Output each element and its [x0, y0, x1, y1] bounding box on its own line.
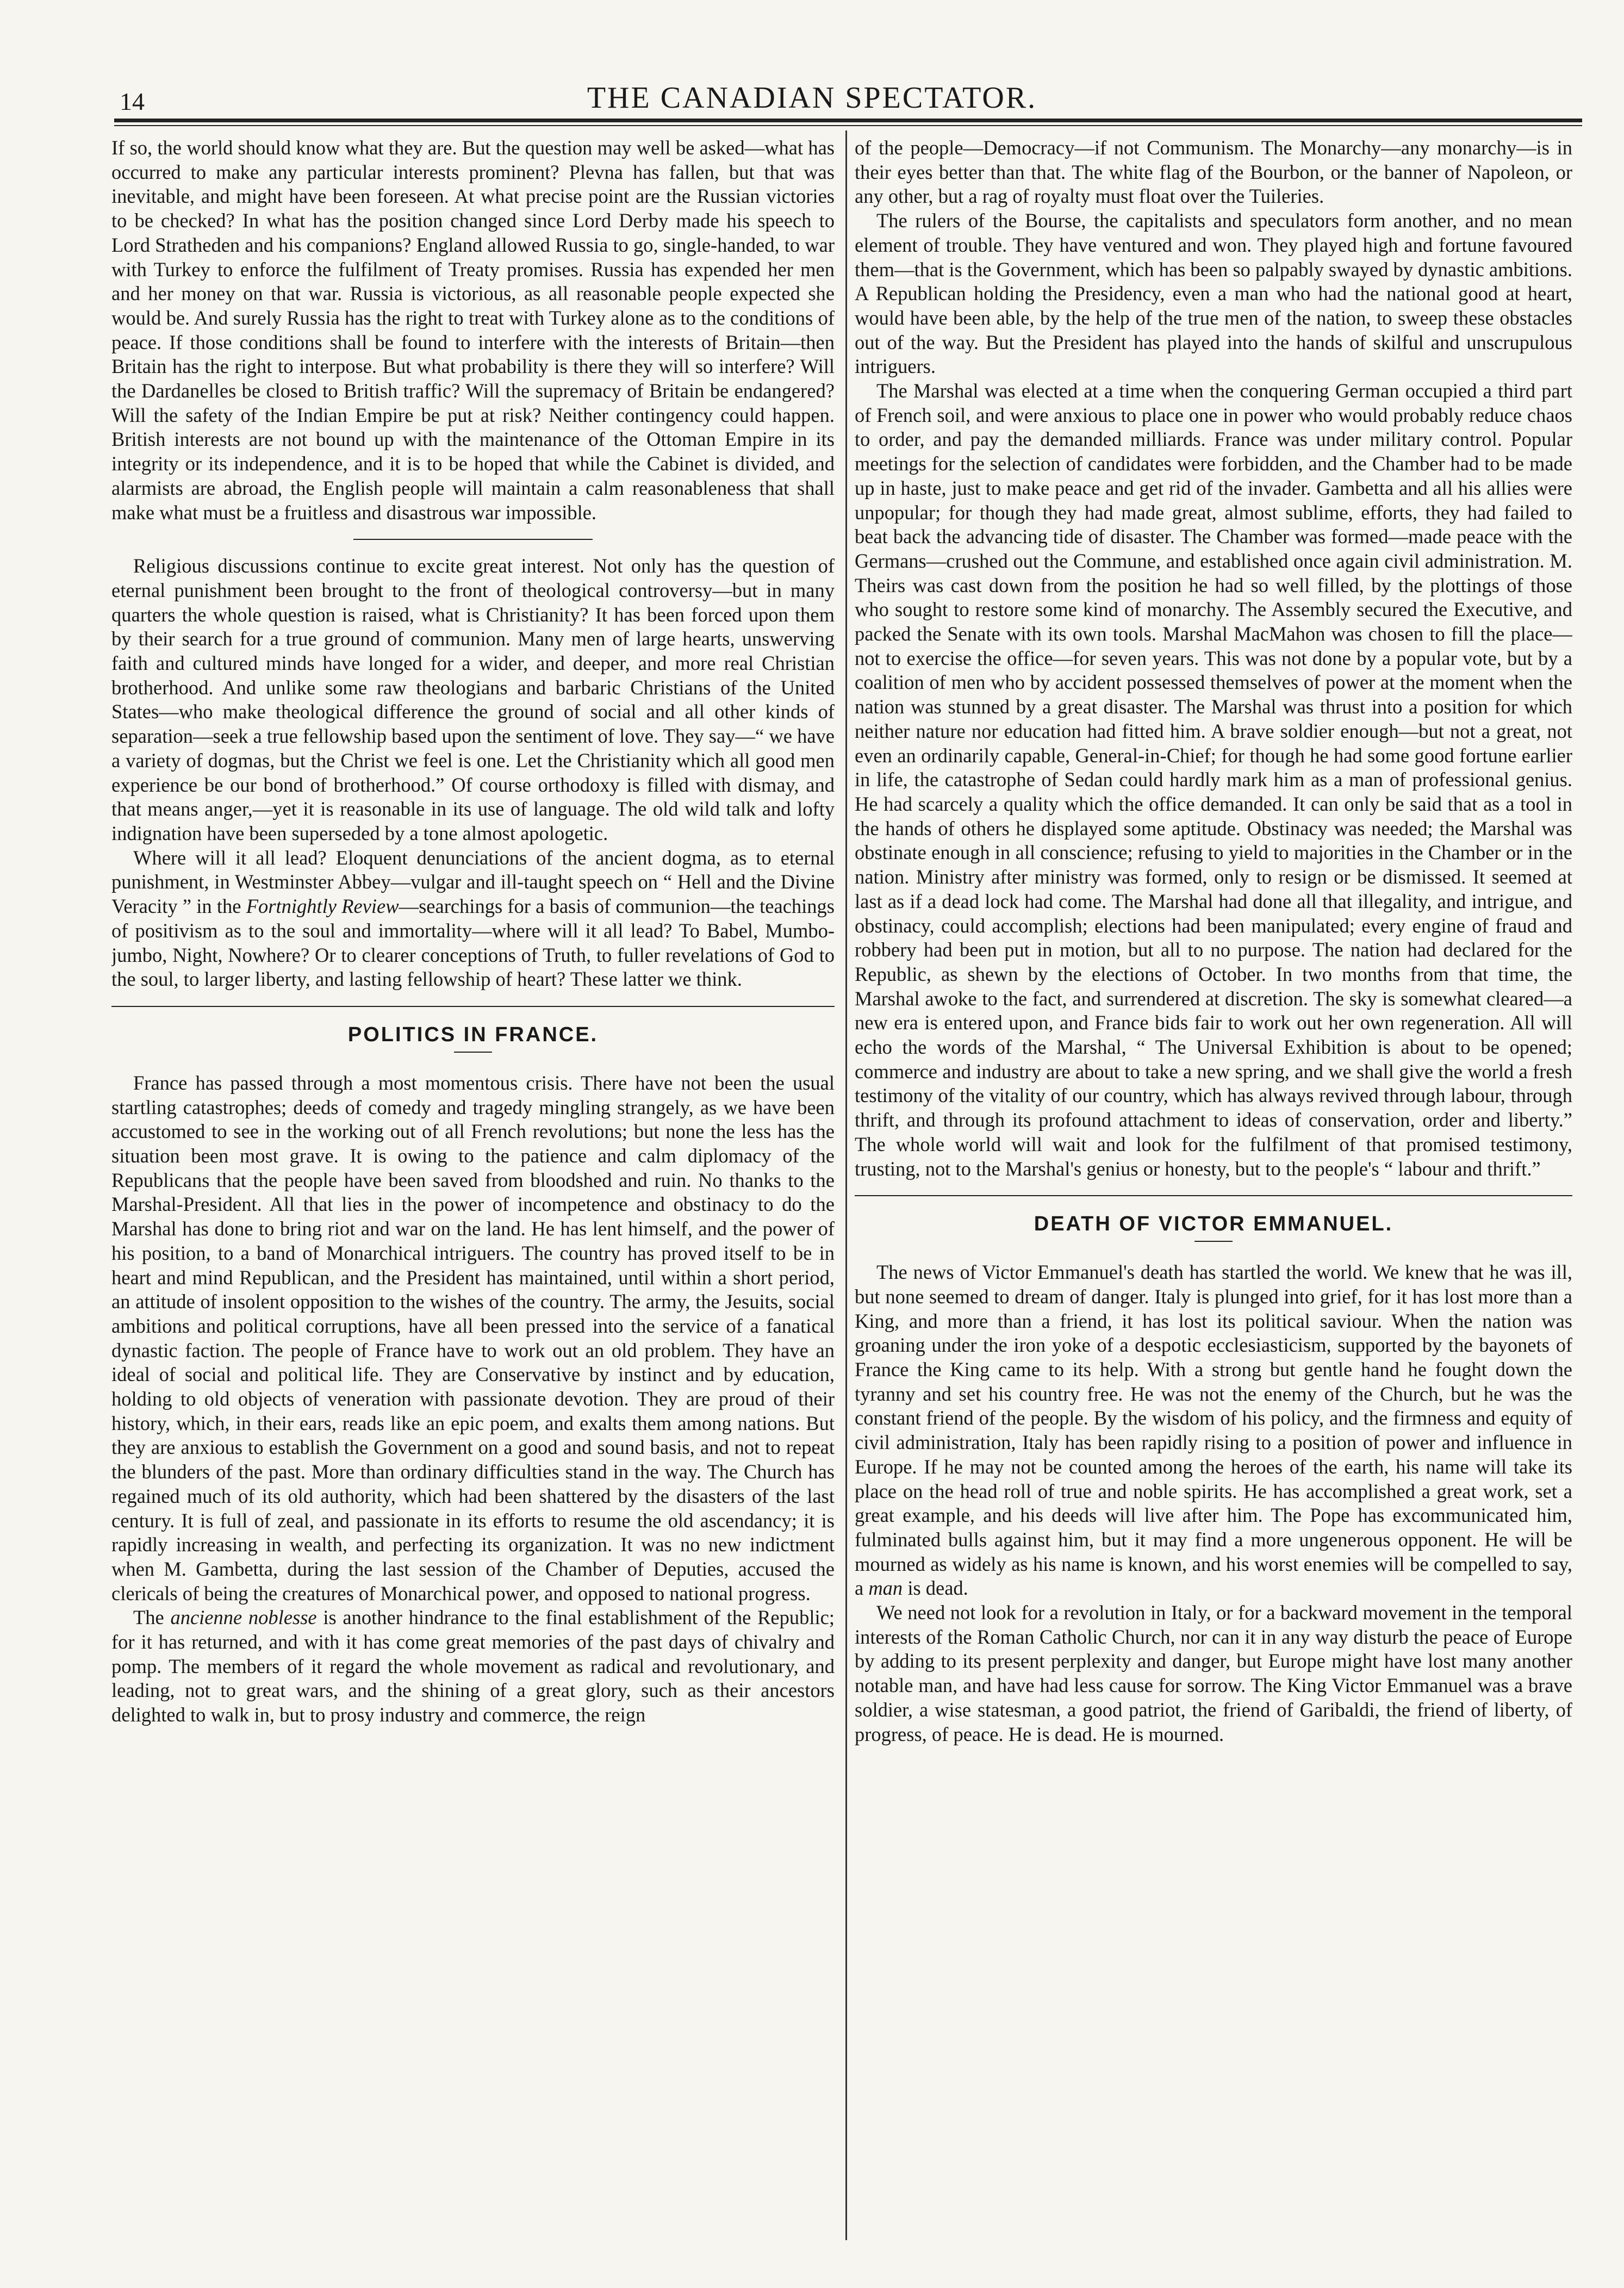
masthead-rule-thin [114, 125, 1582, 126]
section-separator [855, 1195, 1572, 1196]
section-separator [353, 539, 593, 540]
italic-term: ancienne noblesse [170, 1606, 317, 1629]
paragraph-france-crisis: France has passed through a most momentous crisis. There have not been the usual startling catastrophes; deeds of comedy and tragedy mingling strangely, as we have been accustomed to see in the working out of all French revolutions; but none the less has the situation been most grave. It is owing to the patience and calm diplomacy of the Republicans that the people have been saved from bloodshed and ruin. No thanks to the Marshal-President. All that lies in the power of incompetence and obstinacy to do the Marshal has done to bring riot and war on the land. He has lent himself, and the power of his position, to a band of Monarchical intriguers. The country has proved itself to be in heart and mind Republican, and the President has maintained, until within a short period, an attitude of insolent opposition to the wishes of the country. The army, the Jesuits, social ambitions and political corruptions, have all been pressed into the service of a fanatical dynastic faction. The people of France have to work out an old problem. They have an ideal of social and political life. They are Conservative by instinct and by education, holding to old objects of veneration with passionate devotion. They are proud of their history, which, in their ears, reads like an epic poem, and exalts them among nations. But they are anxious to establish the Government on a good and sound basis, and not to repeat the blunders of the past. More than ordinary difficulties stand in the way. The Church has regained much of its old authority, which had been shattered by the disasters of the last century. It is full of zeal, and passionate in its efforts to resume the old ascendancy; it is rapidly increasing in wealth, and perfecting its organization. It was no new indictment when M. Gambetta, during the last session of the Chamber of Deputies, accused the clericals of being the creatures of Monarchical power, and opposed to national progress. [111, 1071, 835, 1605]
paragraph-continuation: of the people—Democracy—if not Communism. The Monarchy—any monarchy—is in their eyes better than that. The white flag of the Bourbon, or the banner of Napoleon, or any other, but a rag of royalty must float over the Tuileries. [855, 136, 1572, 208]
paragraph-victor-emmanuel-death [855, 1260, 1572, 1601]
paragraph-ancienne-noblesse [111, 1606, 835, 1727]
heading-underline [1194, 1241, 1233, 1242]
text-run: is another hindrance to the final establishment of the Republic; for it has returned, and with it has come great memories of the past days of chivalry and pomp. The members of it regard the whole movement as radical and revolutionary, and leading, not to great wars, and the shining of a great glory, such as their ancestors delighted to walk in, but to prosy industry and commerce, the reign [111, 1606, 835, 1726]
column-divider [845, 130, 847, 2240]
section-separator [111, 1006, 835, 1007]
text-run: The [133, 1606, 171, 1629]
heading-death-of-victor-emmanuel: DEATH OF VICTOR EMMANUEL. [1034, 1213, 1393, 1236]
masthead-title: THE CANADIAN SPECTATOR. [587, 81, 1037, 115]
text-run: —searchings for a basis of communion—the teachings of positivism as to the soul and immortality—where will it all lead? To Babel, Mumbo-jumbo, Night, Nowhere? Or to clearer conceptions of Truth, to fuller revelations of God to the soul, to larger liberty, and lasting fellowship of heart? These latter we think. [111, 895, 835, 991]
paragraph-eastern-question: If so, the world should know what they are. But the question may well be asked—what has occurred to make any particular interests prominent? Plevna has fallen, but that was inevitable, and might have been foreseen. At what precise point are the Russian victories to be checked? In what has the position changed since Lord Derby made his speech to Lord Stratheden and his companions? England allowed Russia to go, single-handed, to war with Turkey to enforce the fulfilment of Treaty promises. Russia has expended her men and her money on that war. Russia is victorious, as all reasonable people expected she would be. And surely Russia has the right to treat with Turkey alone as to the conditions of peace. If those conditions shall be found to interfere with the interests of Britain—then Britain has the right to interpose. But what probability is there they will so interfere? Will the Dardanelles be closed to British traffic? Will the supremacy of Britain be endangered? Will the safety of the Indian Empire be put at risk? Neither contingency could happen. British interests are not bound up with the maintenance of the Ottoman Empire in its integrity or its independence, and it is to be hoped that while the Cabinet is divided, and alarmists are abroad, the English people will maintain a calm reasonableness that shall make what must be a fruitless and disastrous war impossible. [111, 136, 835, 524]
text-run: Where will it all lead? Eloquent denunciations of the ancient dogma, as to eternal punishment, in Westminster Abbey—vulgar and ill-taught speech on “ Hell and the Divine Veracity ” in the [111, 846, 835, 918]
paragraph-where-will-it-lead [111, 846, 835, 992]
paragraph-bourse: The rulers of the Bourse, the capitalists and speculators form another, and no mean element of trouble. They have ventured and won. They played high and fortune favoured them—that is the Government, which has been so palpably swayed by dynastic ambitions. A Republican holding the Presidency, even a man who had the national good at heart, would have been able, by the help of the true men of the nation, to sweep these obstacles out of the way. But the President has played into the hands of skilful and unscrupulous intriguers. [855, 209, 1572, 378]
italic-title: Fortnightly Review [246, 895, 399, 918]
text-run: is dead. [903, 1577, 968, 1600]
right-column [855, 136, 1572, 2240]
left-column [111, 136, 835, 2240]
masthead-rule-thick [114, 119, 1582, 122]
paragraph-no-revolution: We need not look for a revolution in Italy, or for a backward movement in the temporal interests of the Roman Catholic Church, nor can it in any way disturb the peace of Europe by adding to its present perplexity and danger, but Europe might have lost many another notable man, and have had less cause for sorrow. The King Victor Emmanuel was a brave soldier, a wise statesman, a good patriot, the friend of Garibaldi, the friend of liberty, of progress, of peace. He is dead. He is mourned. [855, 1601, 1572, 1745]
italic-word: man [868, 1577, 903, 1600]
heading-underline [454, 1052, 492, 1053]
page-number: 14 [120, 88, 145, 115]
text-run: The news of Victor Emmanuel's death has startled the world. We knew that he was ill, but none seemed to dream of danger. Italy is plunged into grief, for it has lost more than a King, and more than a friend, it has lost its political saviour. When the nation was groaning under the iron yoke of a despotic ecclesiasticism, supported by the bayonets of France the King came to its help. With a strong but gentle hand he fought down the tyranny and set his country free. He was not the enemy of the Church, but he was the constant friend of the people. By the wisdom of his policy, and the firmness and equity of civil administration, Italy has been rapidly rising to a position of power and influence in Europe. If he may not be counted among the heroes of the earth, his name will take its place on the head roll of true and noble spirits. He has accomplished a great work, set a great example, and his deeds will live after him. The Pope has excommunicated him, fulminated bulls against him, but it may find a more ungenerous opponent. He will be mourned as widely as his name is known, and his worst enemies will be compelled to say, a [855, 1261, 1572, 1600]
paragraph-religious-discussions: Religious discussions continue to excite great interest. Not only has the question of eternal punishment been brought to the front of theological controversy—but in many quarters the whole question is raised, what is Christianity? It has been forced upon them by their search for a true ground of communion. Many men of large hearts, unswerving faith and cultured minds have longed for a wider, and deeper, and more real Christian brotherhood. And unlike some raw theologians and barbaric Christians of the United States—who make theological difference the ground of social and all other kinds of separation—seek a true fellowship based upon the sentiment of love. They say—“ we have a variety of dogmas, but the Christ we feel is one. Let the Christianity which all good men experience be our bond of brotherhood.” Of course orthodoxy is filled with dismay, and that means anger,—yet it is reasonable in its use of language. The old wild talk and lofty indignation have been superseded by a tone almost apologetic. [111, 555, 835, 844]
heading-politics-in-france: POLITICS IN FRANCE. [347, 1023, 599, 1046]
paragraph-the-marshal: The Marshal was elected at a time when the conquering German occupied a third part of French soil, and were anxious to place one in power who would probably reduce chaos to order, and pay the demanded milliards. France was under military control. Popular meetings for the selection of candidates were forbidden, and the Chamber had to be made up in haste, just to make peace and get rid of the invader. Gambetta and all his allies were unpopular; for though they had made great, almost sublime, efforts, they had failed to beat back the advancing tide of disaster. The Chamber was formed—made peace with the Germans—crushed out the Commune, and established once again civil administration. M. Theirs was cast down from the position he had so well filled, by the plottings of those who sought to restore some kind of monarchy. The Assembly secured the Executive, and packed the Senate with its own tools. Marshal MacMahon was chosen to fill the place—not to exercise the office—for seven years. This was not done by a popular vote, but by a coalition of men who by accident possessed themselves of power at the moment when the nation was stunned by a great disaster. The Marshal was thrust into a position for which neither nature nor education had fitted him. A brave soldier enough—but not a great, not even an ordinarily capable, General-in-Chief; for though he had some good fortune earlier in life, the catastrophe of Sedan could hardly mark him as a man of professional genius. He had scarcely a quality which the office demanded. It can only be said that as a tool in the hands of others he displayed some aptitude. Obstinacy was needed; the Marshal was obstinate enough in all conscience; refusing to yield to majorities in the Chamber or in the nation. Ministry after ministry was formed, only to resign or be dismissed. It seemed at last as if a dead lock had come. The Marshal had done all that illegality, and intrigue, and obstinacy, could accomplish; elections had been manipulated; every engine of fraud and robbery had been put in motion, but all to no purpose. The nation had declared for the Republic, as shewn by the elections of October. In two months from that time, the Marshal awoke to the fact, and surrendered at discretion. The sky is somewhat cleared—a new era is entered upon, and France bids fair to work out her own regeneration. All will echo the words of the Marshal, “ The Universal Exhibition is about to be opened; commerce and industry are about to take a new spring, and we shall give the world a fresh testimony of the vitality of our country, which has always revived through labour, through thrift, and through its profound attachment to ideas of conservation, order and liberty.” The whole world will wait and look for the fulfilment of that promised testimony, trusting, not to the Marshal's genius or honesty, but to the people's “ labour and thrift.” [855, 380, 1572, 1180]
